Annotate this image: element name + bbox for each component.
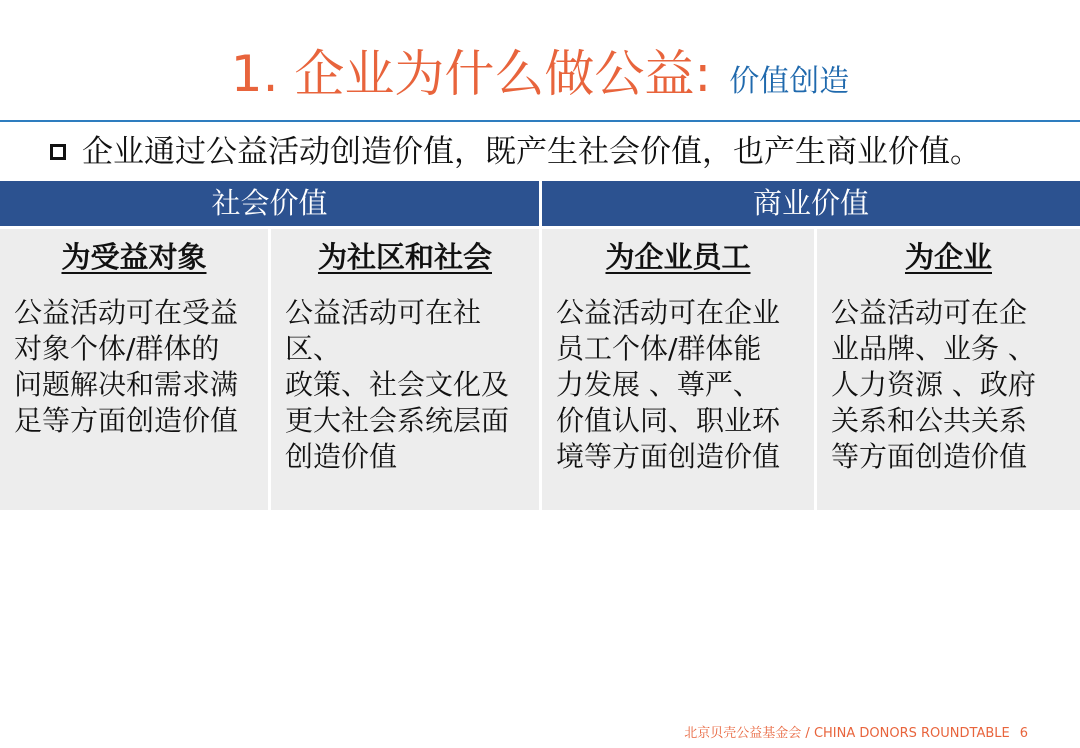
column-enterprise <box>817 229 1080 510</box>
column-community-society <box>271 229 539 510</box>
intro-text: 企业通过公益活动创造价值，既产生社会价值，也产生商业价值。 <box>82 134 981 170</box>
footer <box>684 722 1028 741</box>
header-business-value: 商业价值 <box>542 181 1080 226</box>
column-employees <box>542 229 814 510</box>
column-heading: 为企业 <box>904 240 992 274</box>
column-heading: 为社区和社会 <box>317 240 492 274</box>
header-social-value: 社会价值 <box>0 181 539 226</box>
title-subtitle: 价值创造 <box>729 64 850 99</box>
column-body: 公益活动可在社区、 政策、社会文化及 更大社会系统层面 创造价值 <box>285 296 510 473</box>
intro-bullet <box>50 130 1080 174</box>
column-heading: 为受益对象 <box>61 240 207 274</box>
page-number: 6 <box>1019 726 1028 741</box>
column-beneficiaries <box>0 229 268 510</box>
footer-organization: 北京贝壳公益基金会 / CHINA DONORS ROUNDTABLE <box>684 726 1010 741</box>
column-body: 公益活动可在企业 员工个体/群体能 力发展 、尊严、 价值认同、职业环 境等方面创造价值 <box>556 296 781 473</box>
column-heading: 为企业员工 <box>605 240 751 274</box>
slide-title <box>0 34 1080 106</box>
column-body: 公益活动可在企 业品牌、业务 、 人力资源 、政府 关系和公共关系 等方面创造价值 <box>831 296 1036 473</box>
title-main: 1. 企业为什么做公益: <box>230 45 712 103</box>
square-bullet-icon <box>50 144 66 160</box>
title-divider <box>0 120 1080 122</box>
column-body: 公益活动可在受益 对象个体/群体的 问题解决和需求满 足等方面创造价值 <box>14 296 239 437</box>
